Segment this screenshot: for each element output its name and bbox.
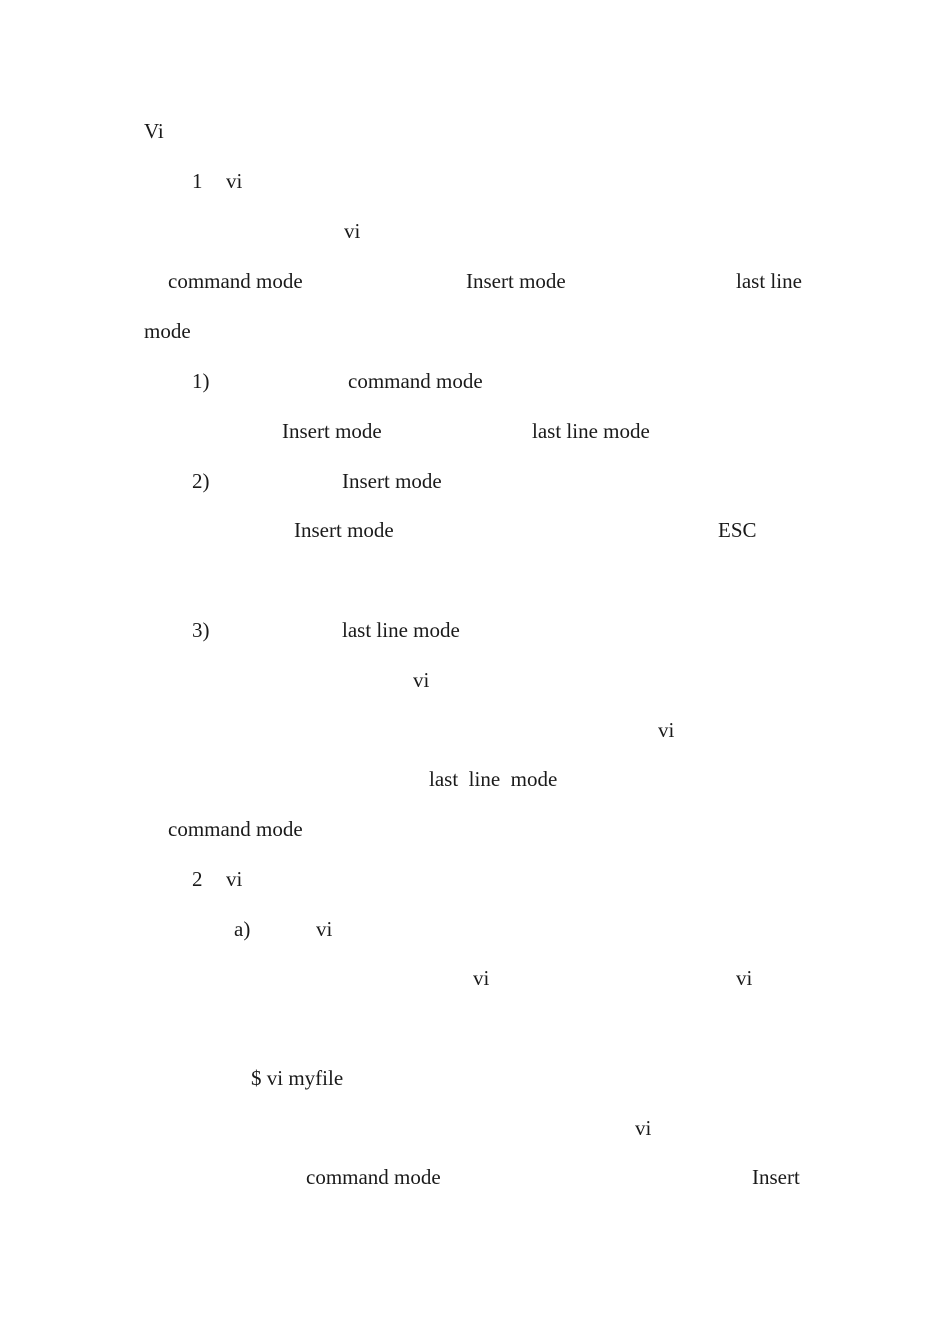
item3-vi-a: vi <box>413 668 430 692</box>
sub-a-label: a) <box>234 917 251 941</box>
item3-term: last line mode <box>342 618 460 642</box>
sub-a-vi: vi <box>316 917 333 941</box>
item3-number: 3) <box>192 618 210 642</box>
item1-last-line-mode: last line mode <box>532 419 650 443</box>
item2-esc-key: ESC <box>718 518 757 542</box>
sub-a-body-vi-b: vi <box>736 966 753 990</box>
section2-word: vi <box>226 867 243 891</box>
after-cmd-vi: vi <box>635 1116 652 1140</box>
item3-command-mode: command mode <box>168 817 303 841</box>
section1-word: vi <box>226 169 243 193</box>
item1-number: 1) <box>192 369 210 393</box>
para2-last-line: last line <box>736 269 802 293</box>
final-insert: Insert <box>752 1165 800 1189</box>
section1-number: 1 <box>192 169 203 193</box>
item2-insert-mode: Insert mode <box>294 518 394 542</box>
section2-number: 2 <box>192 867 203 891</box>
item3-last-line-mode: last line mode <box>429 767 558 791</box>
para2-mode: mode <box>144 319 191 343</box>
command-example: $ vi myfile <box>251 1066 344 1090</box>
item1-insert-mode: Insert mode <box>282 419 382 443</box>
para1-vi: vi <box>344 219 361 243</box>
para2-insert-mode: Insert mode <box>466 269 566 293</box>
sub-a-body-vi-a: vi <box>473 966 490 990</box>
final-command-mode: command mode <box>306 1165 441 1189</box>
item1-term: command mode <box>348 369 483 393</box>
item2-number: 2) <box>192 469 210 493</box>
item3-vi-b: vi <box>658 718 675 742</box>
item2-term: Insert mode <box>342 469 442 493</box>
para2-command-mode: command mode <box>168 269 303 293</box>
doc-title: Vi <box>144 119 164 143</box>
